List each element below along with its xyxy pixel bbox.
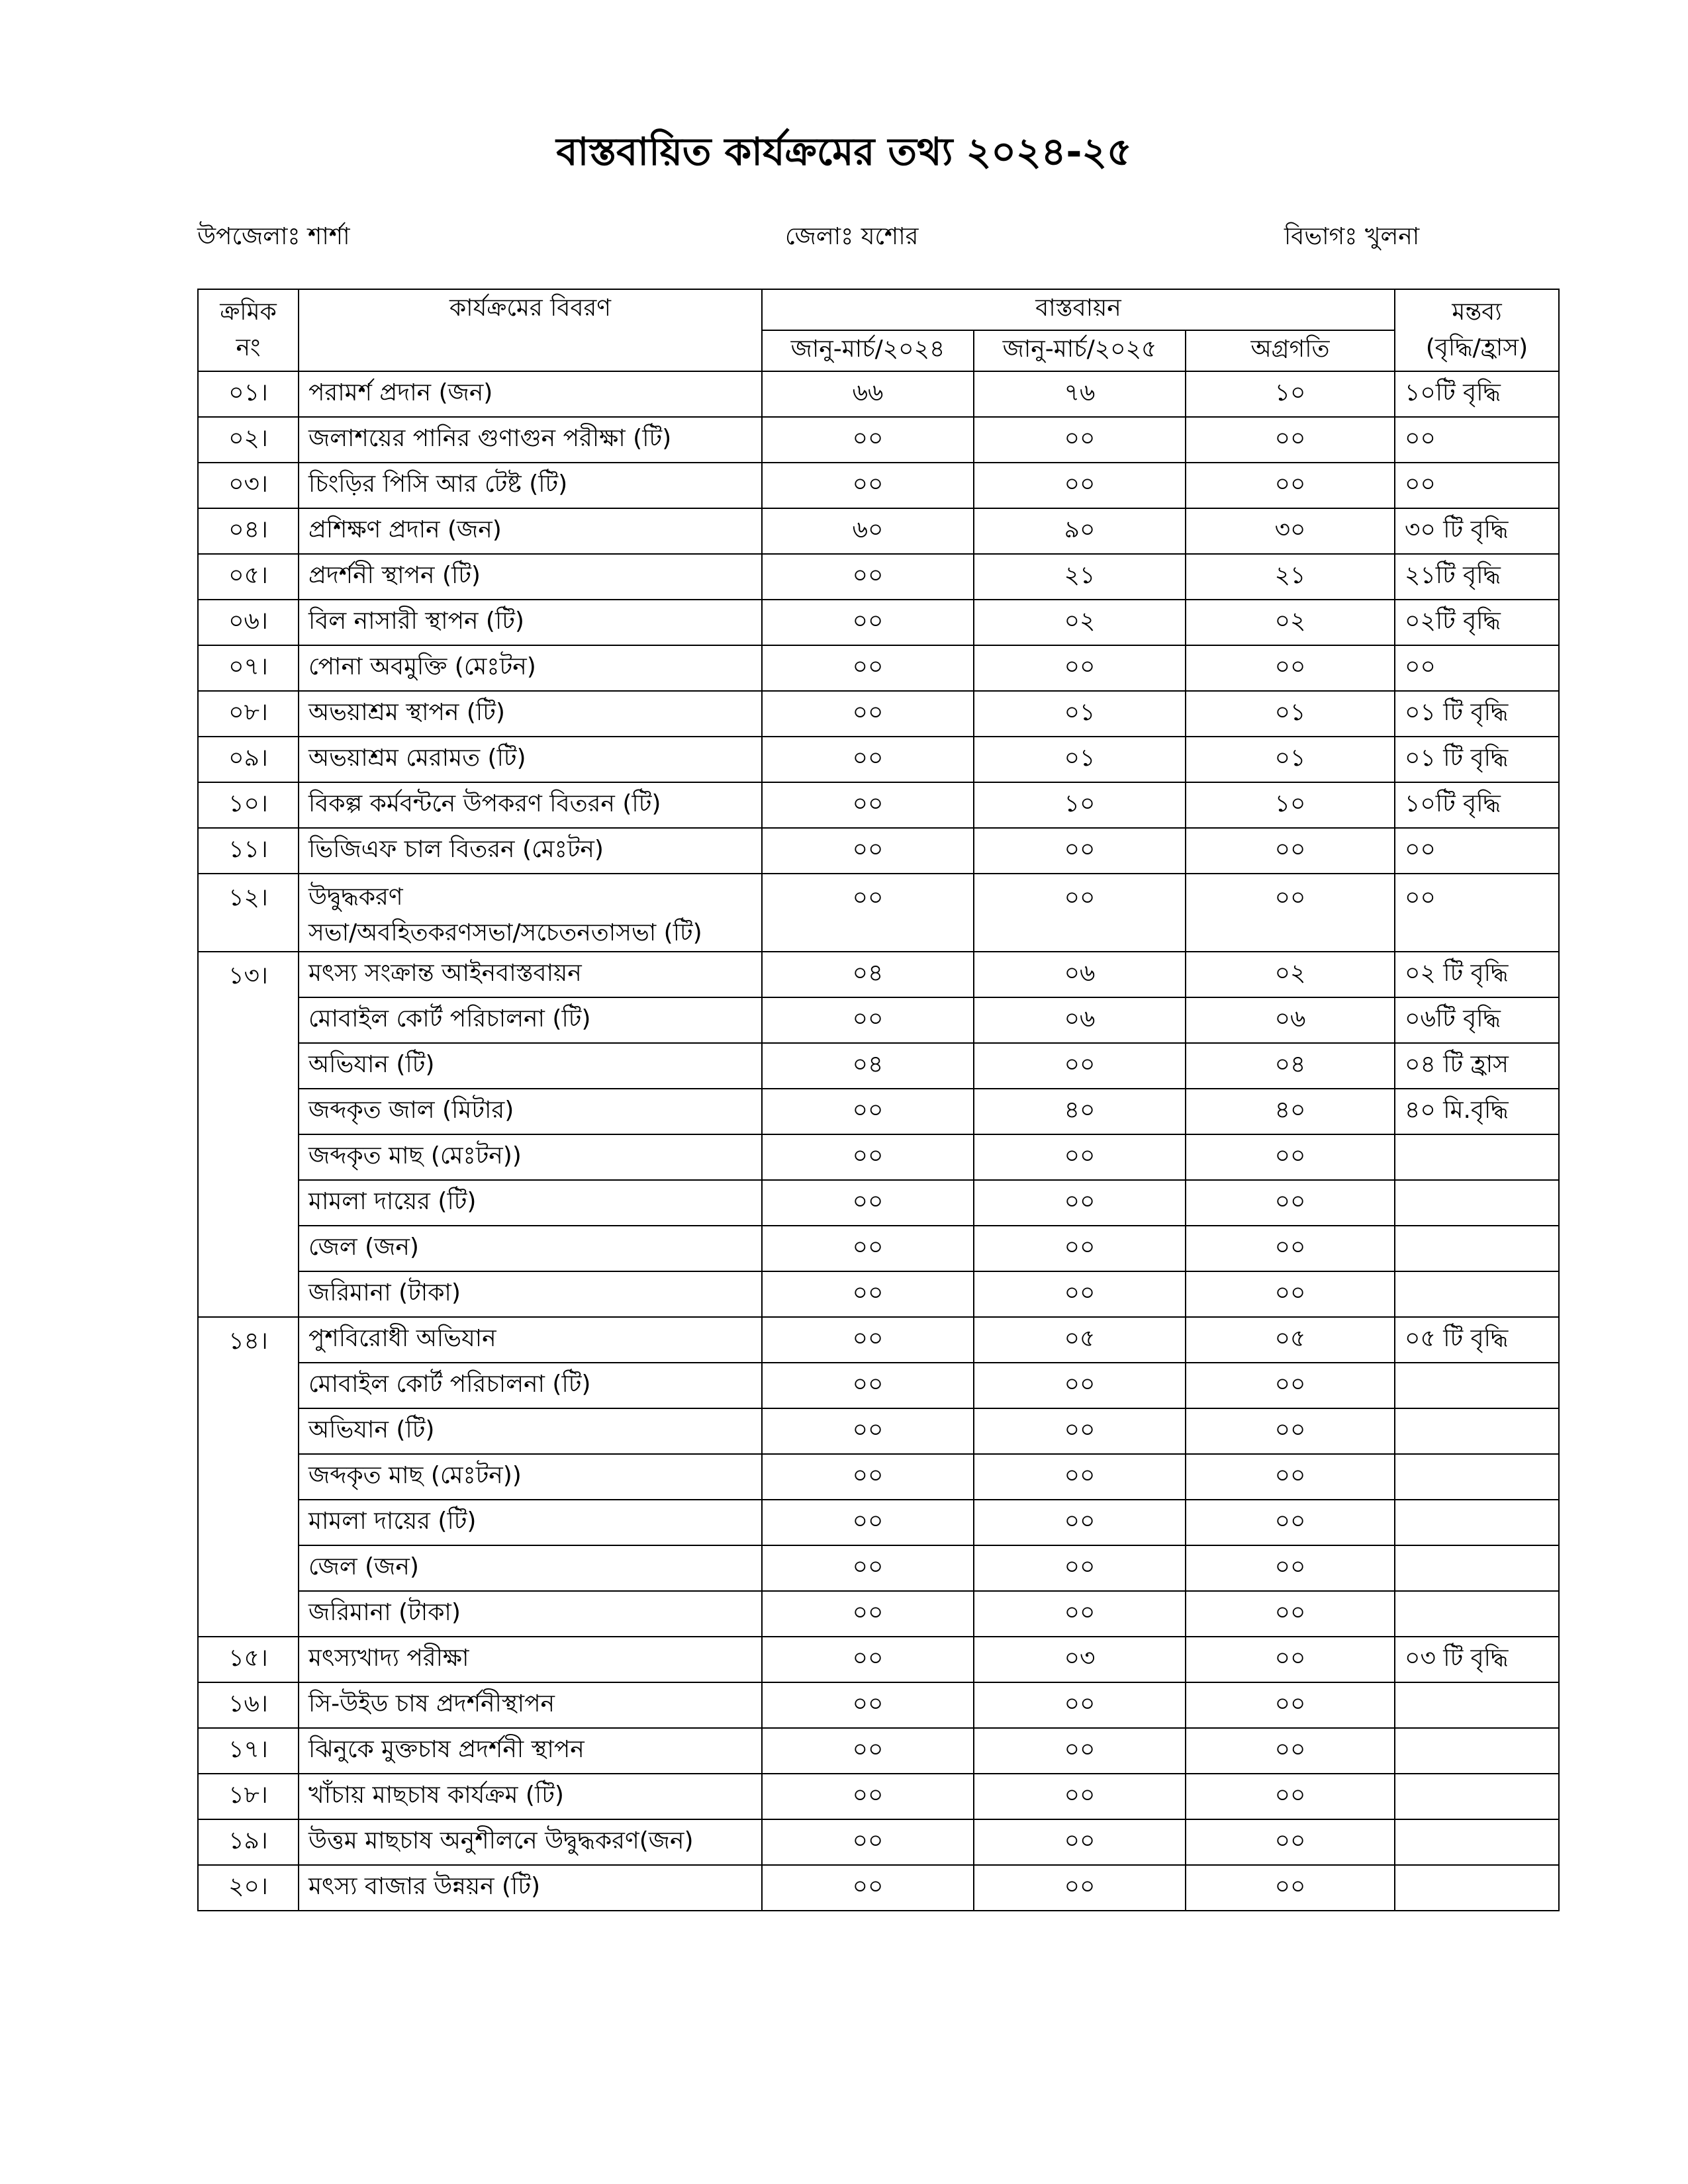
remark-cell — [1395, 1408, 1559, 1454]
serial-cell: ০৩। — [198, 463, 299, 508]
table-row — [198, 417, 1559, 463]
description-cell: উদ্বুদ্ধকরণ সভা/অবহিতকরণসভা/সচেতনতাসভা (টি) — [299, 874, 762, 952]
progress-cell: ০২ — [1186, 952, 1395, 997]
remark-cell: ০০ — [1395, 874, 1559, 952]
remark-cell: ০০ — [1395, 417, 1559, 463]
serial-cell: ২০। — [198, 1865, 299, 1911]
value-2024-cell: ০০ — [762, 782, 974, 828]
value-2024-cell: ০০ — [762, 645, 974, 691]
table-row — [198, 1043, 1559, 1089]
value-2024-cell: ০০ — [762, 1591, 974, 1637]
value-2024-cell: ০০ — [762, 463, 974, 508]
value-2025-cell: ০০ — [974, 1134, 1186, 1180]
progress-cell: ১০ — [1186, 782, 1395, 828]
progress-cell: ০০ — [1186, 1545, 1395, 1591]
serial-cell: ০৪। — [198, 508, 299, 554]
value-2024-cell: ০০ — [762, 1454, 974, 1500]
table-row — [198, 874, 1559, 952]
serial-cell: ০৬। — [198, 600, 299, 645]
value-2025-cell: ০৬ — [974, 952, 1186, 997]
table-row — [198, 952, 1559, 997]
value-2024-cell: ০০ — [762, 1637, 974, 1682]
serial-cell: ১৮। — [198, 1774, 299, 1819]
remark-cell — [1395, 1454, 1559, 1500]
serial-cell: ০৮। — [198, 691, 299, 737]
value-2024-cell: ০০ — [762, 417, 974, 463]
serial-cell: ১৬। — [198, 1682, 299, 1728]
remark-cell — [1395, 1774, 1559, 1819]
description-cell: প্রশিক্ষণ প্রদান (জন) — [299, 508, 762, 554]
progress-cell: ০২ — [1186, 600, 1395, 645]
value-2024-cell: ০০ — [762, 737, 974, 782]
value-2024-cell: ০০ — [762, 1089, 974, 1134]
description-cell: জরিমানা (টাকা) — [299, 1591, 762, 1637]
description-cell: বিকল্প কর্মবন্টনে উপকরণ বিতরন (টি) — [299, 782, 762, 828]
remark-cell: ২১টি বৃদ্ধি — [1395, 554, 1559, 600]
remark-cell: ৩০ টি বৃদ্ধি — [1395, 508, 1559, 554]
value-2025-cell: ০০ — [974, 828, 1186, 874]
description-cell: মৎস্যখাদ্য পরীক্ষা — [299, 1637, 762, 1682]
value-2025-cell: ১০ — [974, 782, 1186, 828]
value-2025-cell: ০০ — [974, 1819, 1186, 1865]
progress-cell: ৪০ — [1186, 1089, 1395, 1134]
value-2025-cell: ০০ — [974, 1682, 1186, 1728]
progress-cell: ০১ — [1186, 737, 1395, 782]
value-2024-cell: ০০ — [762, 1271, 974, 1317]
remark-cell: ০৪ টি হ্রাস — [1395, 1043, 1559, 1089]
value-2025-cell: ০০ — [974, 1728, 1186, 1774]
district-label: জেলাঃ যশোর — [785, 223, 919, 250]
progress-cell: ০০ — [1186, 1363, 1395, 1408]
description-cell: মৎস্য সংক্রান্ত আইনবাস্তবায়ন — [299, 952, 762, 997]
description-cell: মামলা দায়ের (টি) — [299, 1500, 762, 1545]
value-2025-cell: ০০ — [974, 1180, 1186, 1226]
progress-cell: ০০ — [1186, 1682, 1395, 1728]
value-2024-cell: ০০ — [762, 1865, 974, 1911]
table-row — [198, 645, 1559, 691]
progress-cell: ০৫ — [1186, 1317, 1395, 1363]
value-2025-cell: ০৫ — [974, 1317, 1186, 1363]
serial-cell: ১০। — [198, 782, 299, 828]
value-2024-cell: ০০ — [762, 1180, 974, 1226]
table-row — [198, 828, 1559, 874]
value-2024-cell: ০০ — [762, 691, 974, 737]
value-2024-cell: ০০ — [762, 600, 974, 645]
description-cell: পরামর্শ প্রদান (জন) — [299, 371, 762, 417]
remark-cell — [1395, 1363, 1559, 1408]
table-row — [198, 1089, 1559, 1134]
table-row — [198, 508, 1559, 554]
serial-cell: ০১। — [198, 371, 299, 417]
progress-cell: ০০ — [1186, 1819, 1395, 1865]
remark-cell — [1395, 1865, 1559, 1911]
value-2025-cell: ৪০ — [974, 1089, 1186, 1134]
value-2025-cell: ০০ — [974, 874, 1186, 952]
progress-cell: ০০ — [1186, 1774, 1395, 1819]
table-row — [198, 1500, 1559, 1545]
description-cell: জব্দকৃত জাল (মিটার) — [299, 1089, 762, 1134]
remark-cell — [1395, 1728, 1559, 1774]
progress-cell: ০০ — [1186, 417, 1395, 463]
value-2024-cell: ০০ — [762, 1363, 974, 1408]
table-row — [198, 997, 1559, 1043]
header-description: কার্যক্রমের বিবরণ — [299, 289, 762, 371]
remark-cell: ০০ — [1395, 645, 1559, 691]
value-2025-cell: ০১ — [974, 691, 1186, 737]
progress-cell: ০০ — [1186, 463, 1395, 508]
progress-cell: ০০ — [1186, 1226, 1395, 1271]
description-cell: মামলা দায়ের (টি) — [299, 1180, 762, 1226]
table-row — [198, 1408, 1559, 1454]
description-cell: জব্দকৃত মাছ (মেঃটন)) — [299, 1134, 762, 1180]
progress-cell: ০৬ — [1186, 997, 1395, 1043]
value-2024-cell: ০০ — [762, 1682, 974, 1728]
remark-cell — [1395, 1500, 1559, 1545]
remark-cell: ০৬টি বৃদ্ধি — [1395, 997, 1559, 1043]
table-row — [198, 1865, 1559, 1911]
remark-cell: ০০ — [1395, 463, 1559, 508]
table-row — [198, 463, 1559, 508]
remark-cell — [1395, 1226, 1559, 1271]
remark-cell: ০৩ টি বৃদ্ধি — [1395, 1637, 1559, 1682]
table-row — [198, 371, 1559, 417]
value-2025-cell: ০৩ — [974, 1637, 1186, 1682]
table-row — [198, 1774, 1559, 1819]
value-2024-cell: ০০ — [762, 1134, 974, 1180]
value-2025-cell: ০০ — [974, 1043, 1186, 1089]
progress-cell: ০০ — [1186, 828, 1395, 874]
description-cell: পুশবিরোধী অভিযান — [299, 1317, 762, 1363]
value-2024-cell: ০০ — [762, 1819, 974, 1865]
value-2025-cell: ০০ — [974, 1363, 1186, 1408]
description-cell: জেল (জন) — [299, 1226, 762, 1271]
remark-cell — [1395, 1682, 1559, 1728]
table-row — [198, 1819, 1559, 1865]
description-cell: অভিযান (টি) — [299, 1043, 762, 1089]
serial-cell: ১৯। — [198, 1819, 299, 1865]
value-2024-cell: ০০ — [762, 874, 974, 952]
value-2024-cell: ০৪ — [762, 1043, 974, 1089]
progress-cell: ০০ — [1186, 645, 1395, 691]
serial-cell: ১২। — [198, 874, 299, 952]
value-2025-cell: ০০ — [974, 1774, 1186, 1819]
table-row — [198, 782, 1559, 828]
description-cell: ভিজিএফ চাল বিতরন (মেঃটন) — [299, 828, 762, 874]
serial-cell: ১৫। — [198, 1637, 299, 1682]
description-cell: জব্দকৃত মাছ (মেঃটন)) — [299, 1454, 762, 1500]
value-2025-cell: ০১ — [974, 737, 1186, 782]
value-2025-cell: ০০ — [974, 1865, 1186, 1911]
description-cell: অভয়াশ্রম স্থাপন (টি) — [299, 691, 762, 737]
description-cell: উত্তম মাছচাষ অনুশীলনে উদ্বুদ্ধকরণ(জন) — [299, 1819, 762, 1865]
value-2025-cell: ০০ — [974, 645, 1186, 691]
progress-cell: ০৪ — [1186, 1043, 1395, 1089]
upazila-label: উপজেলাঃ শার্শা — [197, 223, 350, 250]
table-header — [198, 289, 1559, 371]
progress-cell: ০০ — [1186, 1271, 1395, 1317]
description-cell: জরিমানা (টাকা) — [299, 1271, 762, 1317]
table-row — [198, 1363, 1559, 1408]
header-implementation: বাস্তবায়ন — [762, 289, 1395, 330]
value-2025-cell: ০০ — [974, 1591, 1186, 1637]
progress-cell: ৩০ — [1186, 508, 1395, 554]
serial-cell: ০৯। — [198, 737, 299, 782]
description-cell: অভয়াশ্রম মেরামত (টি) — [299, 737, 762, 782]
description-cell: বিল নাসারী স্থাপন (টি) — [299, 600, 762, 645]
table-body — [198, 371, 1559, 1911]
remark-cell — [1395, 1819, 1559, 1865]
description-cell: সি-উইড চাষ প্রদর্শনীস্থাপন — [299, 1682, 762, 1728]
value-2025-cell: ০০ — [974, 417, 1186, 463]
value-2025-cell: ০০ — [974, 463, 1186, 508]
header-progress: অগ্রগতি — [1186, 330, 1395, 371]
progress-cell: ০০ — [1186, 1500, 1395, 1545]
progress-cell: ০০ — [1186, 1134, 1395, 1180]
value-2024-cell: ০০ — [762, 828, 974, 874]
value-2024-cell: ০০ — [762, 1728, 974, 1774]
value-2024-cell: ০০ — [762, 1545, 974, 1591]
table-row — [198, 737, 1559, 782]
remark-cell — [1395, 1545, 1559, 1591]
value-2024-cell: ০০ — [762, 1226, 974, 1271]
value-2024-cell: ০০ — [762, 554, 974, 600]
value-2025-cell: ২১ — [974, 554, 1186, 600]
value-2024-cell: ৬০ — [762, 508, 974, 554]
progress-cell: ১০ — [1186, 371, 1395, 417]
value-2024-cell: ০০ — [762, 1408, 974, 1454]
value-2025-cell: ০০ — [974, 1226, 1186, 1271]
value-2025-cell: ০০ — [974, 1545, 1186, 1591]
serial-cell: ০৫। — [198, 554, 299, 600]
value-2024-cell: ০০ — [762, 1774, 974, 1819]
header-serial: ক্রমিক নং — [198, 289, 299, 371]
table-row — [198, 1591, 1559, 1637]
activities-table — [197, 289, 1560, 1911]
serial-cell: ০২। — [198, 417, 299, 463]
remark-cell: ১০টি বৃদ্ধি — [1395, 371, 1559, 417]
description-cell: জলাশয়ের পানির গুণাগুন পরীক্ষা (টি) — [299, 417, 762, 463]
table-row — [198, 1180, 1559, 1226]
progress-cell: ০১ — [1186, 691, 1395, 737]
value-2024-cell: ৬৬ — [762, 371, 974, 417]
serial-cell: ১৪। — [198, 1317, 299, 1637]
remark-cell: ০১ টি বৃদ্ধি — [1395, 737, 1559, 782]
serial-cell: ০৭। — [198, 645, 299, 691]
header-period-2024: জানু-মার্চ/২০২৪ — [762, 330, 974, 371]
progress-cell: ০০ — [1186, 1591, 1395, 1637]
value-2025-cell: ০০ — [974, 1454, 1186, 1500]
progress-cell: ০০ — [1186, 874, 1395, 952]
table-row — [198, 1454, 1559, 1500]
progress-cell: ০০ — [1186, 1454, 1395, 1500]
progress-cell: ২১ — [1186, 554, 1395, 600]
serial-cell: ১১। — [198, 828, 299, 874]
table-row — [198, 691, 1559, 737]
page-title: বাস্তবায়িত কার্যক্রমের তথ্য ২০২৪-২৫ — [556, 129, 1132, 174]
value-2025-cell: ৭৬ — [974, 371, 1186, 417]
value-2025-cell: ০০ — [974, 1271, 1186, 1317]
serial-cell: ১৭। — [198, 1728, 299, 1774]
table-row — [198, 1226, 1559, 1271]
progress-cell: ০০ — [1186, 1408, 1395, 1454]
remark-cell — [1395, 1591, 1559, 1637]
description-cell: প্রদর্শনী স্থাপন (টি) — [299, 554, 762, 600]
progress-cell: ০০ — [1186, 1180, 1395, 1226]
table-row — [198, 1271, 1559, 1317]
table-row — [198, 600, 1559, 645]
value-2025-cell: ০০ — [974, 1500, 1186, 1545]
description-cell: পোনা অবমুক্তি (মেঃটন) — [299, 645, 762, 691]
value-2025-cell: ০৬ — [974, 997, 1186, 1043]
value-2025-cell: ০২ — [974, 600, 1186, 645]
table-row — [198, 1637, 1559, 1682]
remark-cell — [1395, 1180, 1559, 1226]
description-cell: মোবাইল কোর্ট পরিচালনা (টি) — [299, 997, 762, 1043]
table-row — [198, 554, 1559, 600]
header-period-2025: জানু-মার্চ/২০২৫ — [974, 330, 1186, 371]
remark-cell — [1395, 1134, 1559, 1180]
description-cell: চিংড়ির পিসি আর টেষ্ট (টি) — [299, 463, 762, 508]
description-cell: অভিযান (টি) — [299, 1408, 762, 1454]
remark-cell: ১০টি বৃদ্ধি — [1395, 782, 1559, 828]
remark-cell: ০২টি বৃদ্ধি — [1395, 600, 1559, 645]
value-2024-cell: ০০ — [762, 1500, 974, 1545]
division-label: বিভাগঃ খুলনা — [1284, 223, 1420, 250]
description-cell: মোবাইল কোর্ট পরিচালনা (টি) — [299, 1363, 762, 1408]
remark-cell: ০০ — [1395, 828, 1559, 874]
description-cell: জেল (জন) — [299, 1545, 762, 1591]
table-row — [198, 1728, 1559, 1774]
progress-cell: ০০ — [1186, 1865, 1395, 1911]
table-row — [198, 1134, 1559, 1180]
progress-cell: ০০ — [1186, 1637, 1395, 1682]
remark-cell: ০২ টি বৃদ্ধি — [1395, 952, 1559, 997]
description-cell: মৎস্য বাজার উন্নয়ন (টি) — [299, 1865, 762, 1911]
description-cell: খাঁচায় মাছচাষ কার্যক্রম (টি) — [299, 1774, 762, 1819]
remark-cell — [1395, 1271, 1559, 1317]
progress-cell: ০০ — [1186, 1728, 1395, 1774]
value-2025-cell: ৯০ — [974, 508, 1186, 554]
table-row — [198, 1682, 1559, 1728]
remark-cell: ৪০ মি.বৃদ্ধি — [1395, 1089, 1559, 1134]
remark-cell: ০১ টি বৃদ্ধি — [1395, 691, 1559, 737]
header-remarks: মন্তব্য (বৃদ্ধি/হ্রাস) — [1395, 289, 1559, 371]
description-cell: ঝিনুকে মুক্তচাষ প্রদর্শনী স্থাপন — [299, 1728, 762, 1774]
table-row — [198, 1545, 1559, 1591]
value-2024-cell: ০০ — [762, 1317, 974, 1363]
remark-cell: ০৫ টি বৃদ্ধি — [1395, 1317, 1559, 1363]
value-2024-cell: ০০ — [762, 997, 974, 1043]
serial-cell: ১৩। — [198, 952, 299, 1317]
value-2025-cell: ০০ — [974, 1408, 1186, 1454]
table-row — [198, 1317, 1559, 1363]
value-2024-cell: ০৪ — [762, 952, 974, 997]
